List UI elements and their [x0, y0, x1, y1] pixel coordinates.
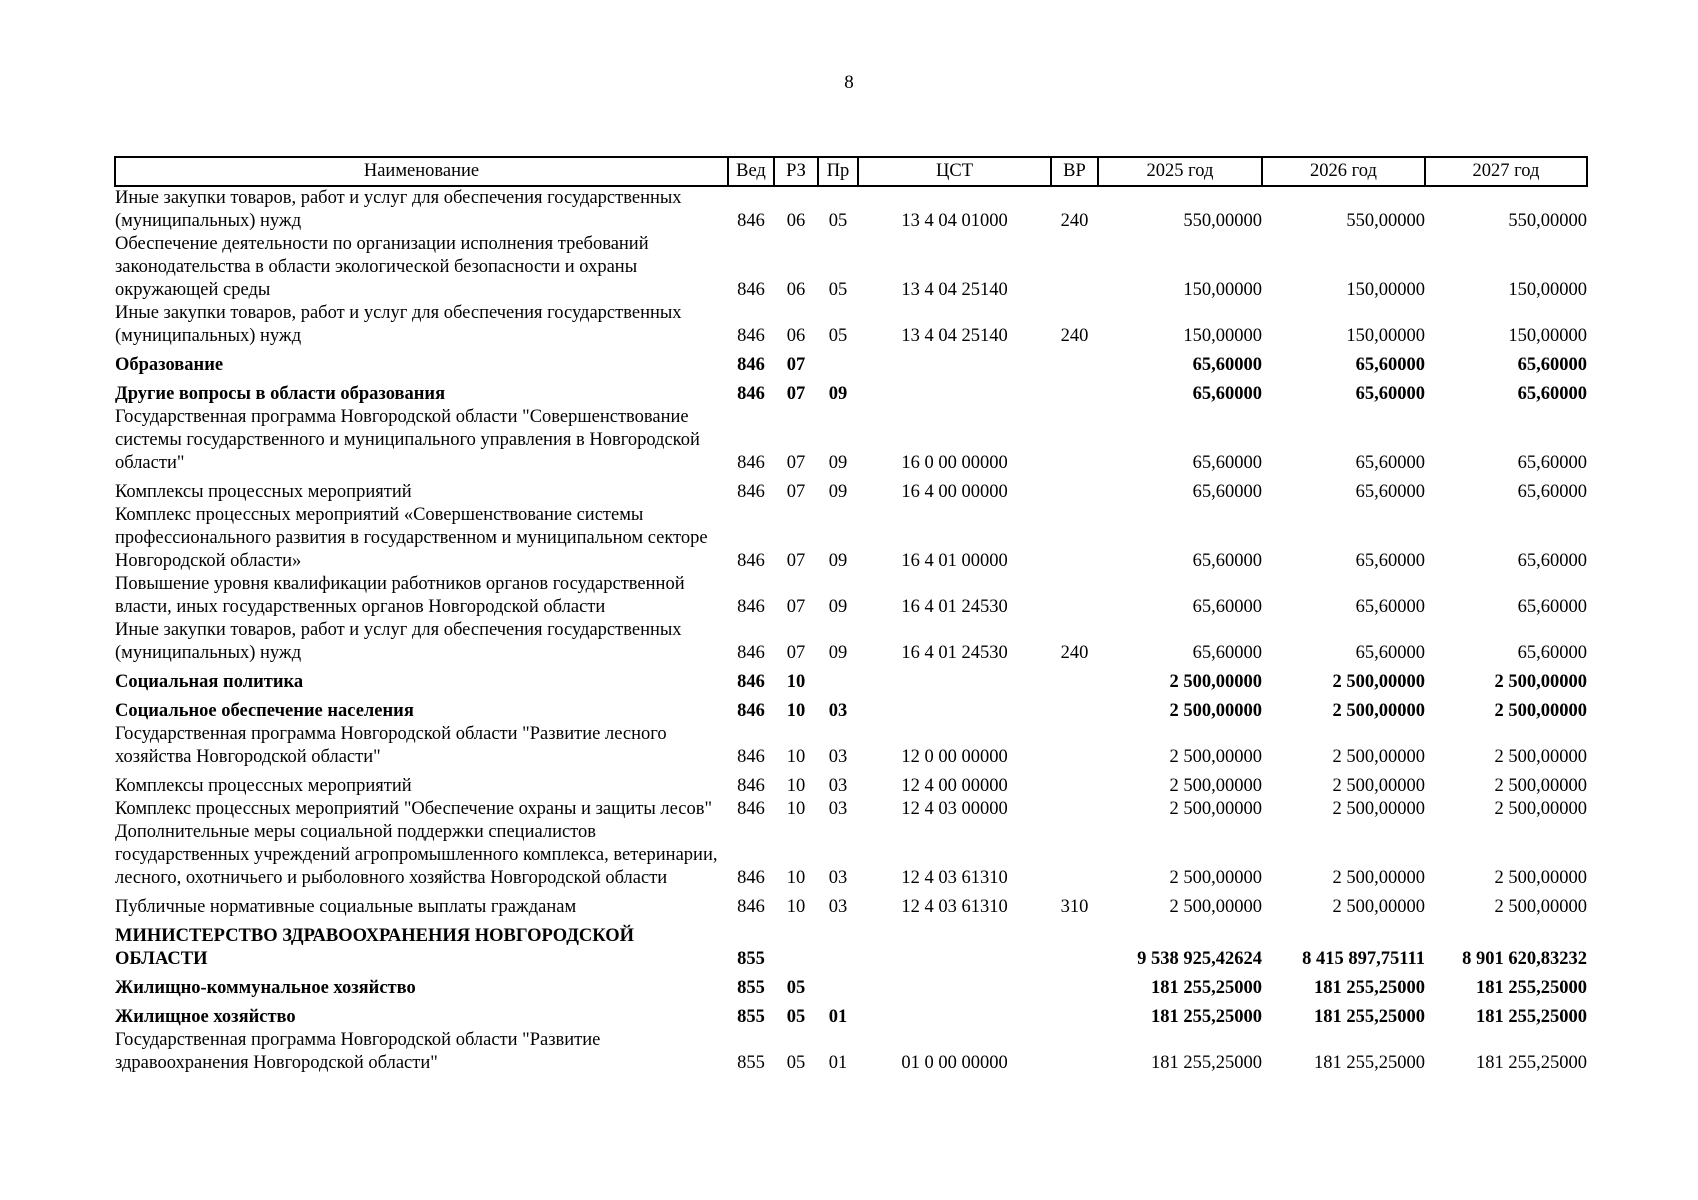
- row-pr: 09: [828, 551, 848, 571]
- page-number: 8: [844, 72, 854, 93]
- row-value-2025: 65,60000: [1192, 482, 1262, 502]
- row-vr: 310: [1060, 897, 1089, 917]
- row-value-2027: 2 500,00000: [1494, 747, 1587, 767]
- row-rz: 10: [786, 776, 806, 796]
- row-cst: [858, 971, 1051, 1000]
- table-row: [115, 919, 1587, 971]
- row-pr: 09: [828, 597, 848, 617]
- row-vr: [1051, 573, 1098, 619]
- row-value-2027: 2 500,00000: [1494, 799, 1587, 819]
- row-pr: 01: [828, 1053, 848, 1073]
- row-value-2025: 2 500,00000: [1169, 799, 1262, 819]
- row-name: Государственная программа Новгородской области "Развитие лесного хозяйства Новгородской области": [115, 724, 667, 767]
- row-value-2027: 8 901 620,83232: [1462, 949, 1587, 969]
- row-name: Дополнительные меры социальной поддержки специалистов государственных учреждений агропромышленного комплекса, ветеринарии, лесного, охотничьего и рыболовного хозяйства Новгородской области: [115, 822, 718, 888]
- row-pr: [818, 919, 858, 971]
- row-ved: 846: [737, 747, 765, 767]
- row-ved: 846: [737, 643, 765, 663]
- row-value-2027: 181 255,25000: [1476, 978, 1587, 998]
- row-vr: [1051, 1000, 1098, 1029]
- row-rz: 06: [786, 211, 806, 231]
- row-pr: 03: [828, 747, 848, 767]
- table-row: [115, 971, 1587, 1000]
- row-value-2027: 181 255,25000: [1476, 1007, 1587, 1027]
- row-value-2026: 2 500,00000: [1332, 747, 1425, 767]
- row-ved: 846: [737, 701, 765, 721]
- row-name: Социальная политика: [115, 672, 304, 692]
- row-rz: 07: [786, 453, 806, 473]
- table-row: [115, 890, 1587, 919]
- row-pr: 03: [828, 799, 848, 819]
- row-name: Обеспечение деятельности по организации исполнения требований законодательства в области экологической безопасности и охраны окружающей среды: [115, 234, 649, 300]
- header-cst: ЦСТ: [858, 157, 1051, 186]
- table-row: [115, 723, 1587, 769]
- row-name: Комплекс процессных мероприятий «Совершенствование системы профессионального развития в государственном и муниципальном секторе Новгородской области»: [115, 505, 708, 571]
- row-value-2026: 181 255,25000: [1314, 978, 1425, 998]
- row-cst: 16 0 00 00000: [901, 453, 1008, 473]
- row-name: Государственная программа Новгородской области "Совершенствование системы государственного и муниципального управления в Новгородской области": [115, 407, 700, 473]
- row-vr: [1051, 919, 1098, 971]
- row-value-2027: 150,00000: [1508, 280, 1587, 300]
- row-ved: 846: [737, 384, 765, 404]
- row-cst: [858, 665, 1051, 694]
- row-pr: 05: [828, 211, 848, 231]
- row-vr: [1051, 694, 1098, 723]
- row-ved: 846: [737, 326, 765, 346]
- row-name: МИНИСТЕРСТВО ЗДРАВООХРАНЕНИЯ НОВГОРОДСКОЙ ОБЛАСТИ: [115, 926, 635, 969]
- row-pr: [818, 665, 858, 694]
- row-rz: 10: [786, 799, 806, 819]
- table-row: [115, 348, 1587, 377]
- row-cst: [858, 1000, 1051, 1029]
- row-pr: 09: [828, 482, 848, 502]
- row-value-2026: 2 500,00000: [1332, 799, 1425, 819]
- row-value-2025: 181 255,25000: [1151, 1053, 1262, 1073]
- row-value-2025: 65,60000: [1192, 597, 1262, 617]
- row-vr: 240: [1060, 211, 1089, 231]
- row-vr: [1051, 406, 1098, 475]
- row-pr: 09: [828, 643, 848, 663]
- row-rz: 07: [786, 551, 806, 571]
- row-cst: 16 4 01 24530: [901, 643, 1008, 663]
- table-row: [115, 504, 1587, 573]
- header-rz: РЗ: [774, 157, 818, 186]
- row-value-2026: 65,60000: [1355, 482, 1425, 502]
- row-value-2025: 181 255,25000: [1151, 1007, 1262, 1027]
- row-rz: 10: [786, 868, 806, 888]
- row-value-2026: 65,60000: [1355, 355, 1425, 375]
- row-value-2027: 65,60000: [1517, 643, 1587, 663]
- row-vr: [1051, 1029, 1098, 1075]
- row-value-2025: 65,60000: [1192, 643, 1262, 663]
- row-name: Комплекс процессных мероприятий "Обеспечение охраны и защиты лесов": [115, 799, 713, 819]
- row-cst: 12 4 03 00000: [901, 799, 1008, 819]
- table-row: [115, 1029, 1587, 1075]
- row-vr: [1051, 377, 1098, 406]
- row-value-2027: 2 500,00000: [1494, 897, 1587, 917]
- table-header-row: [115, 157, 1587, 186]
- row-value-2026: 2 500,00000: [1332, 776, 1425, 796]
- row-value-2026: 65,60000: [1355, 597, 1425, 617]
- row-value-2025: 150,00000: [1183, 326, 1262, 346]
- row-vr: [1051, 821, 1098, 890]
- row-value-2026: 2 500,00000: [1332, 672, 1425, 692]
- row-cst: 16 4 01 24530: [901, 597, 1008, 617]
- row-pr: 03: [828, 868, 848, 888]
- header-2027: 2027 год: [1425, 157, 1587, 186]
- row-value-2027: 2 500,00000: [1494, 672, 1587, 692]
- row-ved: 846: [737, 551, 765, 571]
- row-pr: 05: [828, 280, 848, 300]
- row-pr: 09: [828, 453, 848, 473]
- row-value-2027: 65,60000: [1517, 384, 1587, 404]
- row-rz: 07: [786, 643, 806, 663]
- row-rz: 05: [786, 978, 806, 998]
- row-value-2025: 150,00000: [1183, 280, 1262, 300]
- row-ved: 846: [737, 355, 765, 375]
- table-row: [115, 233, 1587, 302]
- table-row: [115, 406, 1587, 475]
- row-name: Повышение уровня квалификации работников органов государственной власти, иных государственных органов Новгородской области: [115, 574, 685, 617]
- row-value-2027: 2 500,00000: [1494, 776, 1587, 796]
- row-cst: 12 0 00 00000: [901, 747, 1008, 767]
- row-cst: 13 4 04 25140: [901, 326, 1008, 346]
- header-vr: ВР: [1051, 157, 1098, 186]
- row-ved: 855: [737, 1007, 765, 1027]
- row-value-2026: 65,60000: [1355, 643, 1425, 663]
- row-value-2026: 2 500,00000: [1332, 897, 1425, 917]
- row-value-2026: 181 255,25000: [1314, 1053, 1425, 1073]
- row-cst: 12 4 00 00000: [901, 776, 1008, 796]
- table-row: [115, 573, 1587, 619]
- row-value-2025: 2 500,00000: [1169, 672, 1262, 692]
- row-value-2025: 2 500,00000: [1169, 701, 1262, 721]
- row-rz: 06: [786, 280, 806, 300]
- row-ved: 846: [737, 211, 765, 231]
- row-name: Иные закупки товаров, работ и услуг для обеспечения государственных (муниципальных) нужд: [115, 620, 682, 663]
- row-value-2025: 9 538 925,42624: [1137, 949, 1262, 969]
- row-cst: [858, 694, 1051, 723]
- row-name: Образование: [115, 355, 224, 375]
- table-row: [115, 302, 1587, 348]
- row-pr: 05: [828, 326, 848, 346]
- row-ved: 855: [737, 1053, 765, 1073]
- row-pr: 03: [828, 701, 848, 721]
- row-rz: 10: [786, 747, 806, 767]
- row-cst: [858, 919, 1051, 971]
- row-ved: 846: [737, 453, 765, 473]
- row-rz: 07: [786, 355, 806, 375]
- header-pr: Пр: [818, 157, 858, 186]
- row-pr: 01: [828, 1007, 848, 1027]
- row-vr: [1051, 798, 1098, 821]
- row-ved: 846: [737, 868, 765, 888]
- row-vr: [1051, 233, 1098, 302]
- row-value-2026: 150,00000: [1346, 326, 1425, 346]
- row-cst: 01 0 00 00000: [901, 1053, 1008, 1073]
- row-value-2025: 2 500,00000: [1169, 776, 1262, 796]
- row-cst: 12 4 03 61310: [901, 897, 1008, 917]
- row-name: Комплексы процессных мероприятий: [115, 776, 412, 796]
- row-value-2026: 65,60000: [1355, 551, 1425, 571]
- row-value-2027: 65,60000: [1517, 551, 1587, 571]
- row-value-2027: 181 255,25000: [1476, 1053, 1587, 1073]
- row-ved: 855: [737, 949, 765, 969]
- row-value-2027: 65,60000: [1517, 453, 1587, 473]
- row-ved: 846: [737, 597, 765, 617]
- row-value-2027: 65,60000: [1517, 482, 1587, 502]
- row-name: Комплексы процессных мероприятий: [115, 482, 412, 502]
- row-rz: 10: [786, 897, 806, 917]
- row-vr: [1051, 769, 1098, 798]
- row-pr: [818, 971, 858, 1000]
- row-rz: 07: [786, 384, 806, 404]
- row-name: Иные закупки товаров, работ и услуг для обеспечения государственных (муниципальных) нужд: [115, 188, 682, 231]
- row-vr: [1051, 348, 1098, 377]
- row-rz: 07: [786, 482, 806, 502]
- row-value-2026: 181 255,25000: [1314, 1007, 1425, 1027]
- row-value-2027: 2 500,00000: [1494, 868, 1587, 888]
- table-row: [115, 769, 1587, 798]
- row-value-2025: 181 255,25000: [1151, 978, 1262, 998]
- row-vr: 240: [1060, 643, 1089, 663]
- budget-table: [114, 156, 1588, 1075]
- row-value-2026: 2 500,00000: [1332, 868, 1425, 888]
- row-ved: 846: [737, 897, 765, 917]
- row-ved: 846: [737, 799, 765, 819]
- table-row: [115, 694, 1587, 723]
- table-row: [115, 798, 1587, 821]
- table-row: [115, 665, 1587, 694]
- row-rz: 07: [786, 597, 806, 617]
- row-cst: 13 4 04 01000: [901, 211, 1008, 231]
- row-value-2025: 65,60000: [1192, 551, 1262, 571]
- row-value-2025: 550,00000: [1183, 211, 1262, 231]
- row-vr: [1051, 971, 1098, 1000]
- row-value-2026: 550,00000: [1346, 211, 1425, 231]
- row-value-2027: 65,60000: [1517, 597, 1587, 617]
- row-ved: 846: [737, 776, 765, 796]
- row-cst: [858, 377, 1051, 406]
- row-value-2027: 65,60000: [1517, 355, 1587, 375]
- row-name: Социальное обеспечение населения: [115, 701, 414, 721]
- row-name: Жилищно-коммунальное хозяйство: [115, 978, 416, 998]
- row-vr: [1051, 475, 1098, 504]
- row-rz: 05: [786, 1007, 806, 1027]
- row-value-2026: 150,00000: [1346, 280, 1425, 300]
- table-row: [115, 619, 1587, 665]
- row-rz: [774, 919, 818, 971]
- header-ved: Вед: [728, 157, 774, 186]
- row-name: Публичные нормативные социальные выплаты гражданам: [115, 897, 577, 917]
- table-row: [115, 186, 1587, 233]
- table-body: [115, 186, 1587, 1075]
- row-name: Жилищное хозяйство: [115, 1007, 296, 1027]
- row-value-2025: 2 500,00000: [1169, 747, 1262, 767]
- row-value-2025: 2 500,00000: [1169, 897, 1262, 917]
- row-cst: 16 4 01 00000: [901, 551, 1008, 571]
- table-row: [115, 475, 1587, 504]
- row-value-2027: 550,00000: [1508, 211, 1587, 231]
- row-ved: 855: [737, 978, 765, 998]
- row-vr: [1051, 665, 1098, 694]
- row-name: Другие вопросы в области образования: [115, 384, 446, 404]
- row-name: Иные закупки товаров, работ и услуг для обеспечения государственных (муниципальных) нужд: [115, 303, 682, 346]
- row-cst: 13 4 04 25140: [901, 280, 1008, 300]
- table-row: [115, 821, 1587, 890]
- row-name: Государственная программа Новгородской области "Развитие здравоохранения Новгородской области": [115, 1030, 601, 1073]
- header-2025: 2025 год: [1098, 157, 1262, 186]
- row-vr: 240: [1060, 326, 1089, 346]
- row-value-2027: 150,00000: [1508, 326, 1587, 346]
- row-value-2025: 65,60000: [1192, 453, 1262, 473]
- row-value-2025: 65,60000: [1192, 355, 1262, 375]
- row-pr: 09: [828, 384, 848, 404]
- row-pr: 03: [828, 897, 848, 917]
- header-2026: 2026 год: [1262, 157, 1425, 186]
- header-name: Наименование: [115, 157, 728, 186]
- row-vr: [1051, 723, 1098, 769]
- row-ved: 846: [737, 482, 765, 502]
- row-value-2027: 2 500,00000: [1494, 701, 1587, 721]
- row-rz: 10: [786, 672, 806, 692]
- row-rz: 05: [786, 1053, 806, 1073]
- row-rz: 06: [786, 326, 806, 346]
- table-row: [115, 1000, 1587, 1029]
- row-value-2025: 2 500,00000: [1169, 868, 1262, 888]
- row-pr: 03: [828, 776, 848, 796]
- row-value-2026: 2 500,00000: [1332, 701, 1425, 721]
- row-ved: 846: [737, 280, 765, 300]
- row-value-2026: 8 415 897,75111: [1302, 949, 1425, 969]
- row-value-2026: 65,60000: [1355, 384, 1425, 404]
- row-ved: 846: [737, 672, 765, 692]
- row-rz: 10: [786, 701, 806, 721]
- row-value-2026: 65,60000: [1355, 453, 1425, 473]
- row-value-2025: 65,60000: [1192, 384, 1262, 404]
- row-pr: [818, 348, 858, 377]
- row-cst: 16 4 00 00000: [901, 482, 1008, 502]
- row-cst: [858, 348, 1051, 377]
- row-vr: [1051, 504, 1098, 573]
- row-cst: 12 4 03 61310: [901, 868, 1008, 888]
- table-row: [115, 377, 1587, 406]
